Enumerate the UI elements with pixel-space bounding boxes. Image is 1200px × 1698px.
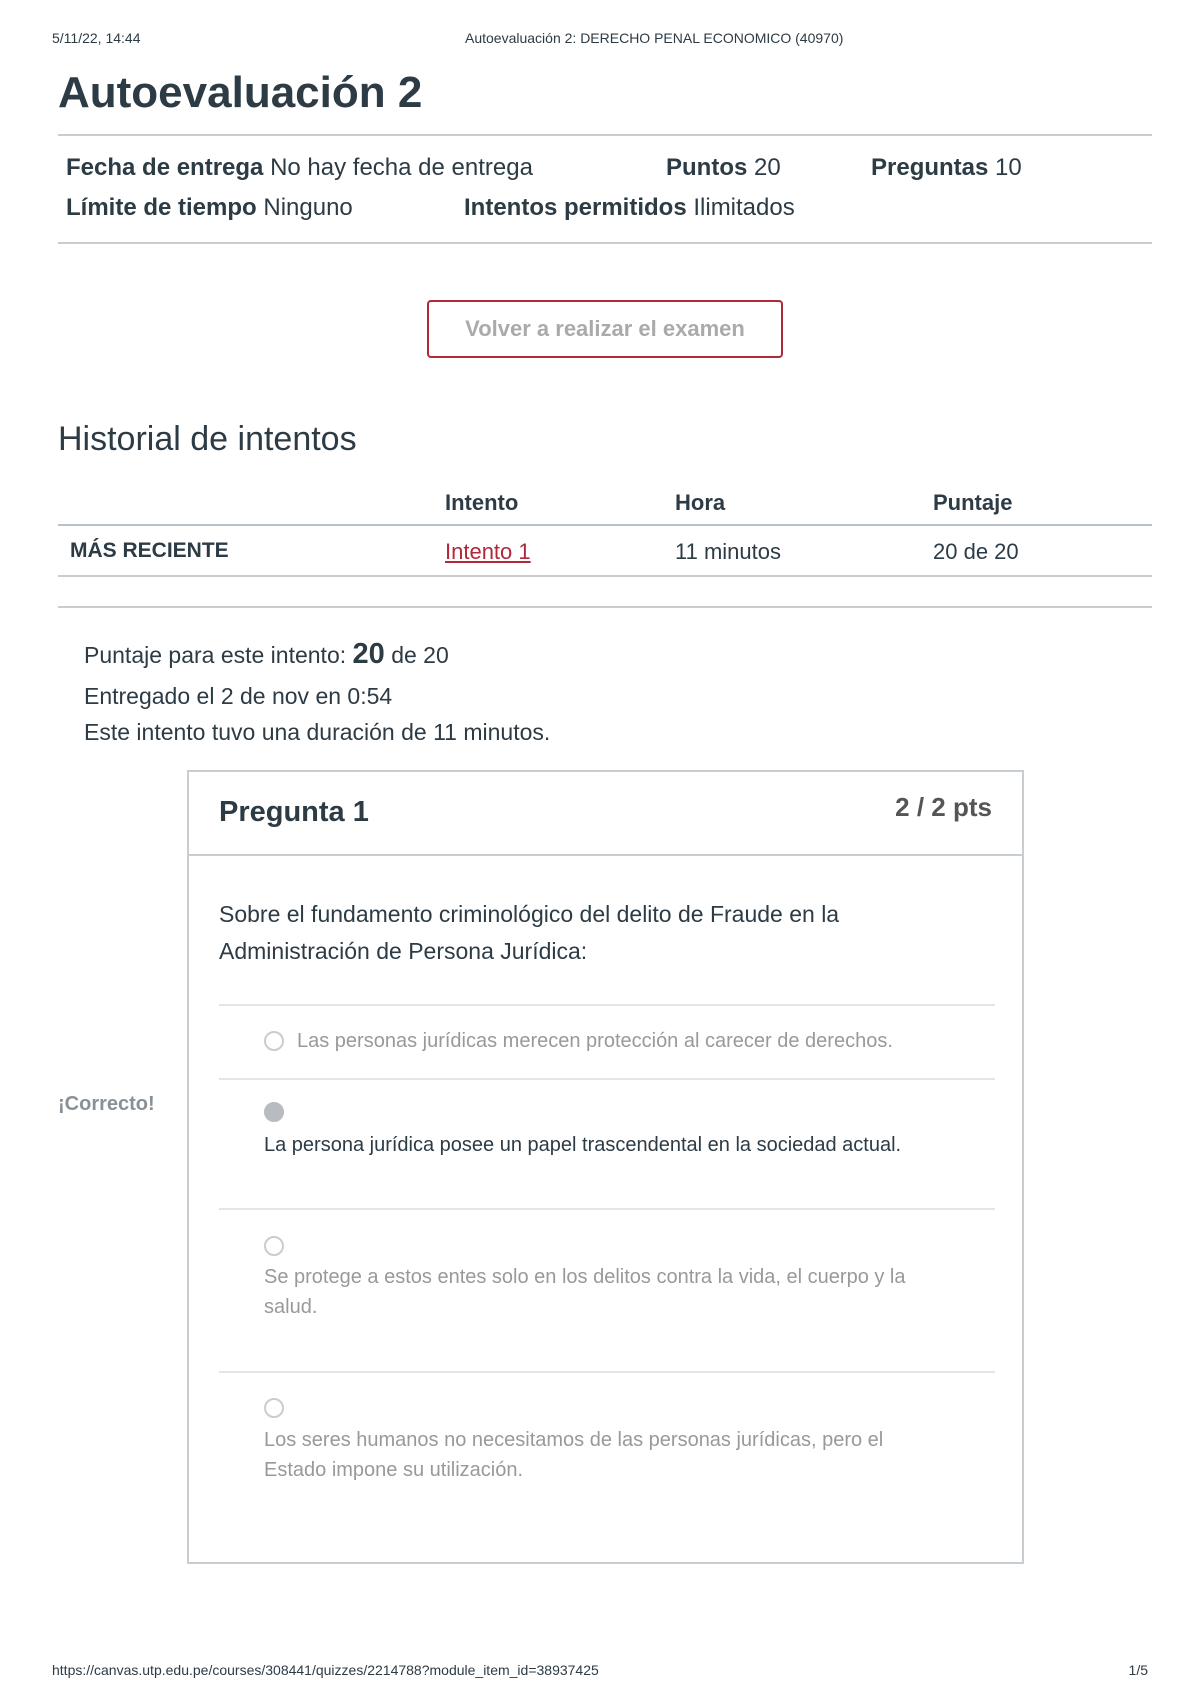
attempt-history-title: Historial de intentos bbox=[58, 420, 357, 458]
answer-text: Las personas jurídicas merecen protección al carecer de derechos. bbox=[297, 1030, 893, 1052]
page-title: Autoevaluación 2 bbox=[58, 68, 423, 117]
radio-button-selected[interactable] bbox=[264, 1102, 284, 1122]
footer-url: https://canvas.utp.edu.pe/courses/308441/quizzes/2214788?module_item_id=38937425 bbox=[52, 1662, 599, 1678]
print-page-title: Autoevaluación 2: DERECHO PENAL ECONOMICO (40970) bbox=[465, 30, 844, 46]
column-header-attempt: Intento bbox=[445, 490, 519, 515]
answer-text: Se protege a estos entes solo en los delitos contra la vida, el cuerpo y la salud. bbox=[264, 1266, 906, 1318]
radio-button[interactable] bbox=[264, 1236, 284, 1256]
section-divider bbox=[58, 606, 1152, 608]
submitted-date: Entregado el 2 de nov en 0:54 bbox=[84, 683, 393, 709]
question-header bbox=[189, 772, 1022, 856]
answer-option[interactable] bbox=[219, 1004, 995, 1078]
question-card bbox=[187, 770, 1024, 1564]
radio-button[interactable] bbox=[264, 1398, 284, 1418]
attempt-score-value: 20 bbox=[352, 638, 385, 670]
attempt-score: 20 de 20 bbox=[933, 539, 1019, 564]
print-header bbox=[52, 30, 1148, 46]
attempt-score-line: Puntaje para este intento: 20 de 20 bbox=[84, 638, 449, 670]
column-header-score: Puntaje bbox=[933, 490, 1013, 515]
points-field: Puntos 20 bbox=[666, 154, 781, 181]
attempts-allowed-field: Intentos permitidos Ilimitados bbox=[464, 194, 795, 221]
question-points: 2 / 2 pts bbox=[895, 792, 992, 822]
time-limit-field: Límite de tiempo Ninguno bbox=[66, 194, 353, 221]
retake-quiz-button[interactable]: Volver a realizar el examen bbox=[427, 300, 783, 358]
table-row-divider bbox=[58, 575, 1152, 577]
attempt-1-link[interactable]: Intento 1 bbox=[445, 539, 531, 564]
attempt-duration-text: Este intento tuvo una duración de 11 minutos. bbox=[84, 719, 551, 745]
table-header-divider bbox=[58, 524, 1152, 526]
footer-page-number: 1/5 bbox=[1128, 1662, 1148, 1678]
correct-answer-label: ¡Correcto! bbox=[58, 1093, 155, 1115]
answer-option[interactable] bbox=[219, 1208, 995, 1371]
answer-text: La persona jurídica posee un papel trascendental en la sociedad actual. bbox=[264, 1134, 902, 1156]
radio-button[interactable] bbox=[264, 1031, 284, 1051]
most-recent-label: MÁS RECIENTE bbox=[70, 539, 229, 562]
questions-field: Preguntas 10 bbox=[871, 154, 1022, 181]
question-title: Pregunta 1 bbox=[219, 796, 369, 828]
print-datetime: 5/11/22, 14:44 bbox=[52, 30, 141, 46]
column-header-time: Hora bbox=[675, 490, 726, 515]
answer-option[interactable] bbox=[219, 1371, 995, 1561]
question-text: Sobre el fundamento criminológico del delito de Fraude en la Administración de Persona Jurídica: bbox=[219, 901, 840, 964]
quiz-details bbox=[58, 134, 1152, 244]
due-date-field: Fecha de entrega No hay fecha de entrega bbox=[66, 154, 533, 181]
print-footer bbox=[52, 1662, 1148, 1678]
answer-text: Los seres humanos no necesitamos de las personas jurídicas, pero el Estado impone su utilización. bbox=[264, 1429, 884, 1481]
attempt-duration: 11 minutos bbox=[675, 539, 781, 564]
answer-option-selected[interactable] bbox=[219, 1078, 995, 1208]
